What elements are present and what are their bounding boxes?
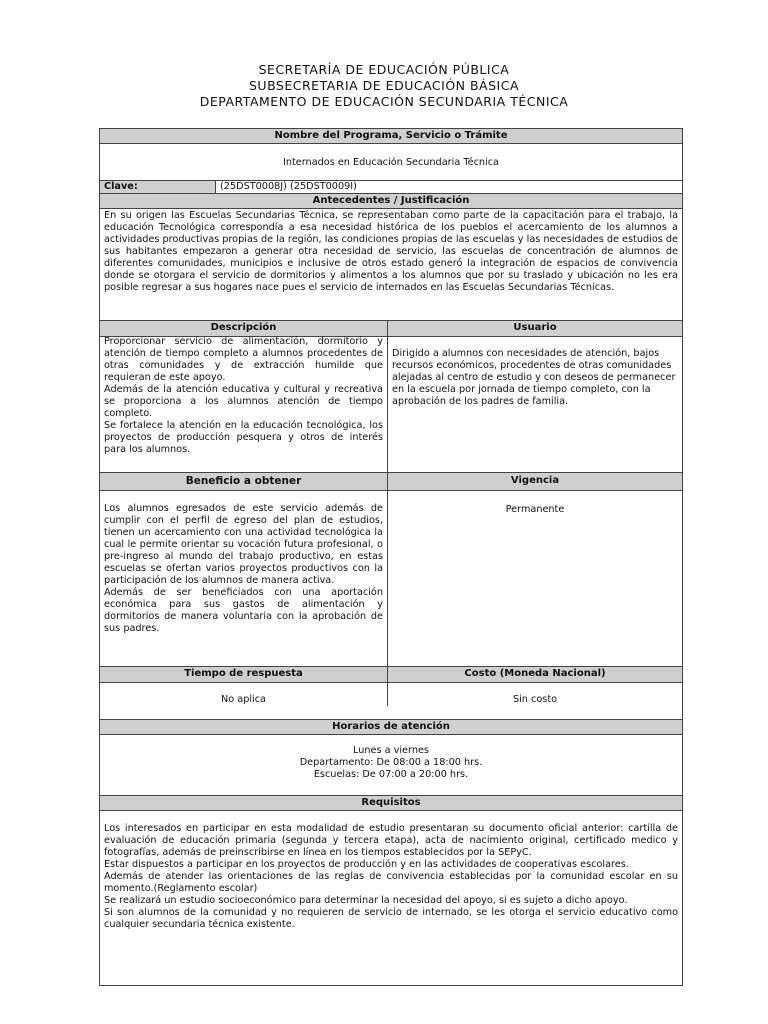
requisitos-header: Requisitos	[100, 796, 682, 811]
tiempo-costo-header-row	[100, 667, 682, 682]
descripcion-text	[100, 336, 387, 472]
programa-header: Nombre del Programa, Servicio o Trámite	[100, 129, 682, 144]
horarios-line-2: Departamento: De 08:00 a 18:00 hrs.	[299, 757, 483, 768]
beneficio-text	[100, 503, 387, 693]
usuario-text: Dirigido a alumnos con necesidades de atención, bajos recursos económicos, procedentes de otras comunidades alejadas al centro de estudio y con deseos de permanecer en la escuela por jornada de tiempo completo, con la aprobación de los padres de familia.	[392, 348, 676, 407]
antecedentes-text: En su origen las Escuelas Secundarias Técnica, se representaban como parte de la capacitación para el trabajo, la educación Tecnológica correspondía a esa necesidad histórica de los pueblos el acercamiento de los alumnos a actividades productivas propias de la región, las condiciones propias de las escuelas y las necesidades de estudios de sus habitantes empezaron a generar otra necesidad de servicio, las escuelas de concentración de alumnos de diferentes comunidades, municipios e inclusive de otros estado generó la integración de espacios de convivencia donde se otorgara el servicio de dormitorios y alimentos a los alumnos que por su traslado y ubicación no les era posible regresar a sus hogares nace pues el servicio de internados en las Escuelas Secundarias Técnicas.	[104, 210, 678, 293]
horarios-header: Horarios de atención	[100, 720, 682, 735]
costo-value: Sin costo	[512, 694, 558, 705]
vigencia-value: Permanente	[505, 504, 565, 515]
descripcion-header: Descripción	[100, 321, 387, 337]
requisitos-p5: Si son alumnos de la comunidad y no requieren de servicio de internado, se les otorga el servicio educativo como cualquier secundaria técnica existente.	[104, 907, 678, 930]
vigencia-header: Vigencia	[388, 473, 682, 491]
header-line-1: SECRETARÍA DE EDUCACIÓN PÚBLICA	[258, 62, 510, 77]
clave-label: Clave:	[104, 181, 138, 192]
antecedentes-header: Antecedentes / Justificación	[100, 194, 682, 209]
tiempo-value: No aplica	[221, 694, 266, 705]
header-line-3: DEPARTAMENTO DE EDUCACIÓN SECUNDARIA TÉCNICA	[199, 94, 569, 109]
programa-value: Internados en Educación Secundaria Técnica	[282, 157, 499, 168]
form-table	[99, 128, 683, 986]
requisitos-p4: Se realizará un estudio socioeconómico para determinar la necesidad del apoyo, si es sujeto a dicho apoyo.	[104, 895, 628, 906]
horarios-line-3: Escuelas: De 07:00 a 20:00 hrs.	[313, 769, 469, 780]
header-line-2: SUBSECRETARIA DE EDUCACIÓN BÁSICA	[248, 78, 520, 93]
document-header	[0, 62, 768, 110]
requisitos-p2: Estar dispuestos a participar en los proyectos de producción y en las actividades de cooperativas escolares.	[104, 859, 629, 870]
requisitos-p3: Además de atender las orientaciones de las reglas de convivencia establecidas por la comunidad escolar en su momento.(Reglamento escolar)	[104, 871, 678, 894]
beneficio-header: Beneficio a obtener	[100, 473, 387, 491]
costo-header: Costo (Moneda Nacional)	[388, 667, 682, 683]
descripcion-usuario-header-row	[100, 321, 682, 336]
descripcion-p3: Se fortalece la atención en la educación tecnológica, los proyectos de producción pesquera y otros de interés para los alumnos.	[104, 420, 383, 455]
horarios-line-1: Lunes a viernes	[353, 745, 429, 756]
requisitos-text	[100, 823, 682, 931]
usuario-header: Usuario	[388, 321, 682, 337]
beneficio-vigencia-header-row	[100, 473, 682, 490]
clave-row	[100, 181, 682, 194]
clave-value: (25DST0008J) (25DST0009I)	[215, 181, 682, 193]
descripcion-p1: Proporcionar servicio de alimentación, dormitorio y atención de tiempo completo a alumnos procedentes de otras comunidades y de extracción humilde que requieran de este apoyo.	[104, 336, 383, 383]
horarios-text	[100, 745, 682, 781]
beneficio-p2: Además de ser beneficiados con una aportación económica para sus gastos de alimentación y dormitorios de manera voluntaria con la aprobación de sus padres.	[104, 587, 383, 634]
requisitos-p1: Los interesados en participar en esta modalidad de estudio presentaran su documento oficial anterior: cartilla de evaluación de educación primaria (segunda y tercera etapa), acta de nacimiento original, certificado medico y fotografías, además de preinscribirse en línea en los tiempos establecidos por la SEPyC.	[104, 823, 678, 858]
descripcion-p2: Además de la atención educativa y cultural y recreativa se proporciona a los alumnos atención de tiempo completo.	[104, 384, 383, 419]
tiempo-header: Tiempo de respuesta	[100, 667, 387, 683]
beneficio-p1: Los alumnos egresados de este servicio además de cumplir con el perfil de egreso del plan de estudios, tienen un acercamiento con una actividad tecnológica la cual le permite orientar su vocación futura profesional, o pre-ingreso al mundo del trabajo productivo, en estas escuelas se ofertan varios proyectos productivos con la participación de los alumnos de manera activa.	[104, 503, 383, 586]
